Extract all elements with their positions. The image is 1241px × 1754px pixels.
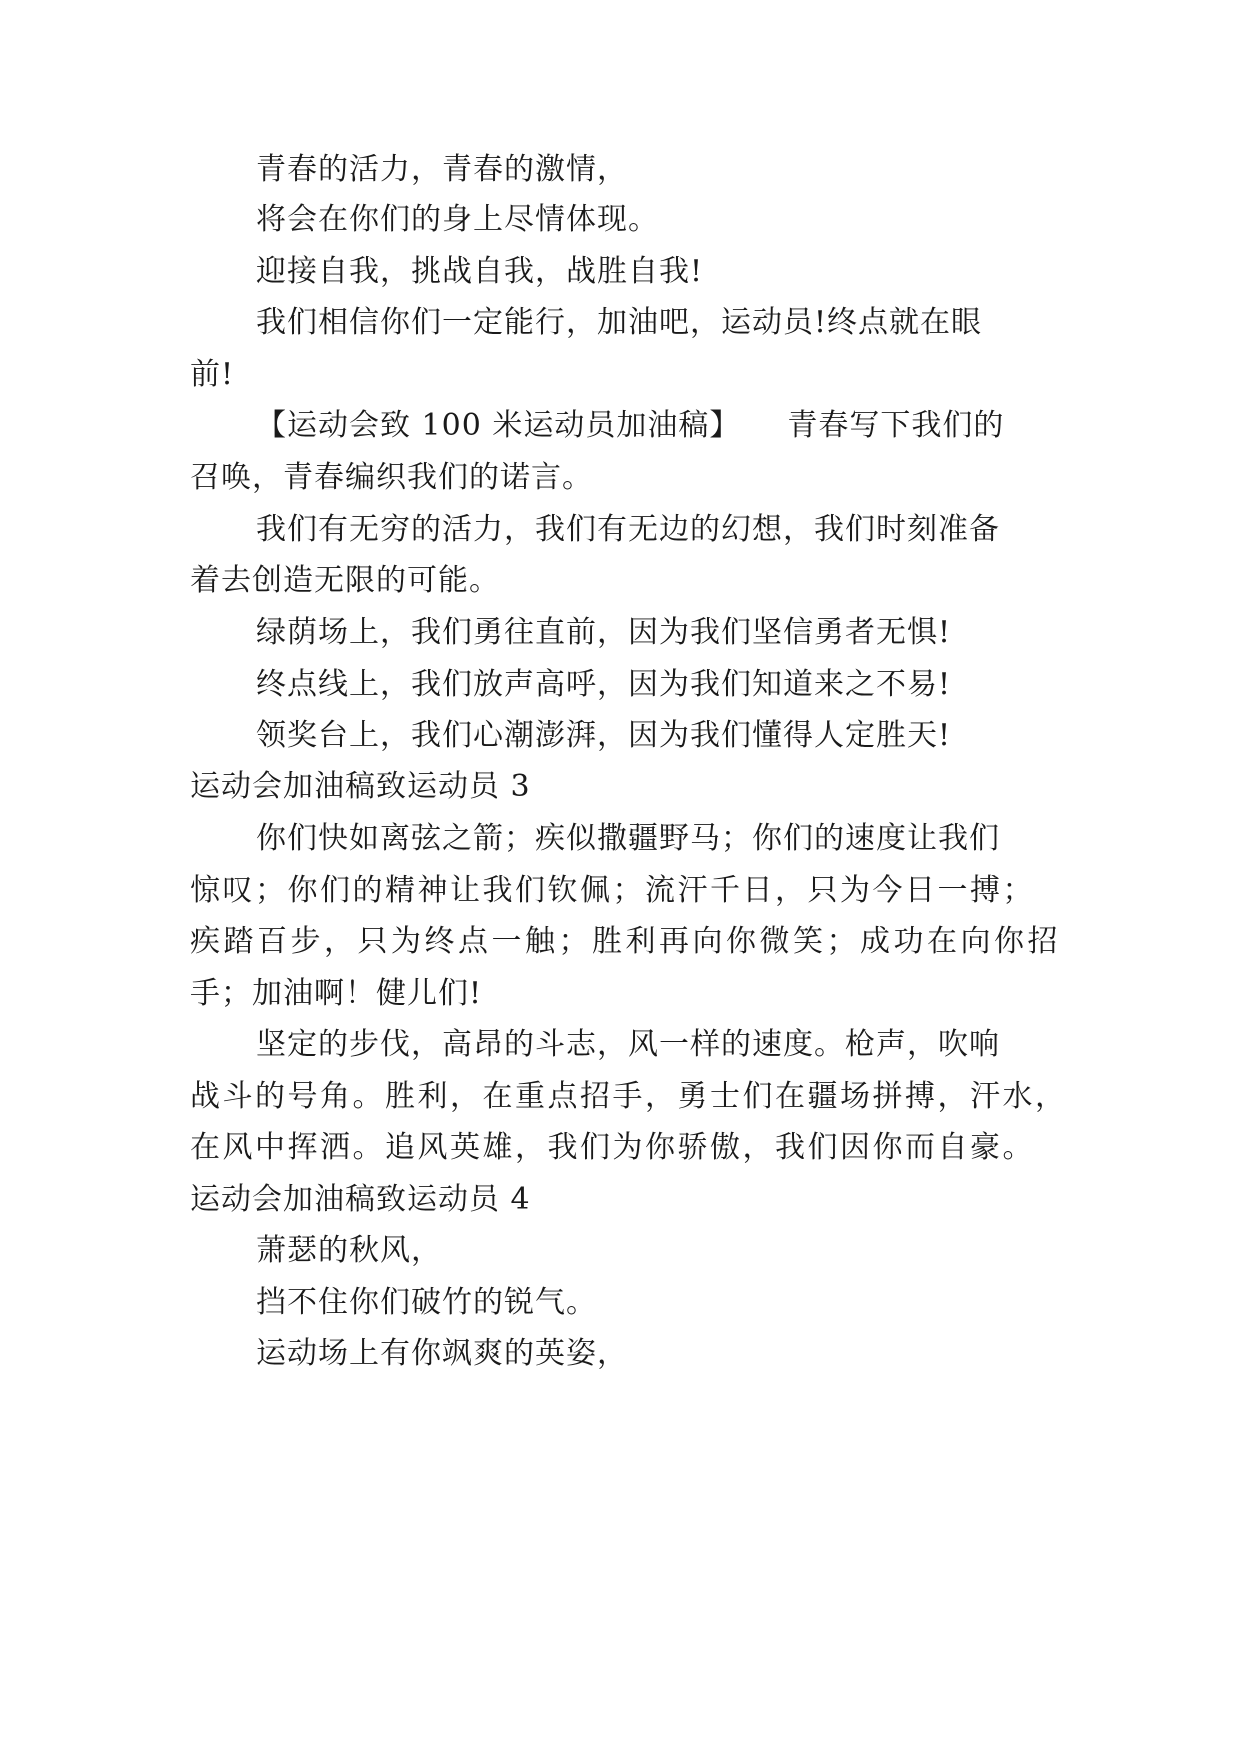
poem-line: 挡不住你们破竹的锐气。: [256, 1285, 597, 1320]
poem-line: 迎接自我，挑战自我，战胜自我!: [256, 254, 704, 289]
poem-line: 将会在你们的身上尽情体现。: [256, 202, 659, 237]
paragraph-line: 坚定的步伐，高昂的斗志，风一样的速度。枪声，吹响: [256, 1027, 1000, 1062]
section-title: 运动会加油稿致运动员 3: [190, 769, 531, 804]
paragraph-line: 终点线上，我们放声高呼，因为我们知道来之不易!: [256, 667, 952, 702]
paragraph-line: 战斗的号角。胜利，在重点招手，勇士们在疆场拼搏，汗水，: [190, 1079, 1068, 1114]
paragraph-line: 绿荫场上，我们勇往直前，因为我们坚信勇者无惧!: [256, 615, 952, 650]
paragraph-line: 在风中挥洒。追风英雄，我们为你骄傲，我们因你而自豪。: [190, 1130, 1035, 1165]
paragraph-line: 着去创造无限的可能。: [190, 563, 500, 598]
paragraph-line: 手；加油啊！健儿们!: [190, 976, 483, 1011]
poem-line: 萧瑟的秋风，: [256, 1233, 442, 1268]
paragraph-line: 疾踏百步，只为终点一触；胜利再向你微笑；成功在向你招: [190, 924, 1061, 959]
poem-line: 运动场上有你飒爽的英姿，: [256, 1336, 628, 1371]
paragraph-line: 召唤，青春编织我们的诺言。: [190, 460, 593, 495]
paragraph-line: 你们快如离弦之箭；疾似撒疆野马；你们的速度让我们: [256, 821, 1000, 856]
paragraph-line: 领奖台上，我们心潮澎湃，因为我们懂得人定胜天!: [256, 718, 952, 753]
poem-line: 青春的活力，青春的激情，: [256, 152, 628, 187]
section-heading-inline: 【运动会致 100 米运动员加油稿】 青春写下我们的: [256, 408, 1005, 443]
section-title: 运动会加油稿致运动员 4: [190, 1182, 531, 1217]
paragraph-line: 惊叹；你们的精神让我们钦佩；流汗千日，只为今日一搏；: [190, 873, 1035, 908]
paragraph-line: 前!: [190, 357, 235, 392]
paragraph-line: 我们有无穷的活力，我们有无边的幻想，我们时刻准备: [256, 512, 1000, 547]
paragraph-line: 我们相信你们一定能行，加油吧，运动员!终点就在眼: [256, 305, 983, 340]
